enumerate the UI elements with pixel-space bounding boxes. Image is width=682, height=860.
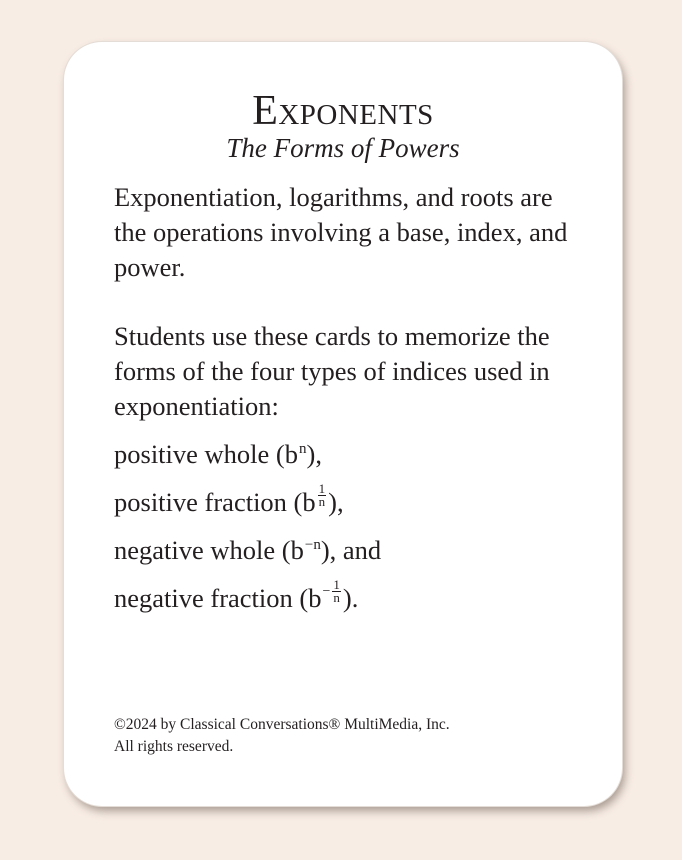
index-suffix: ), — [306, 439, 322, 469]
exponent-superscript: −n — [304, 537, 321, 553]
exponent-superscript: n — [299, 441, 307, 457]
card-title: Exponents — [252, 88, 434, 134]
intro-paragraph: Exponentiation, logarithms, and roots are the operations involving a base, index, and power. — [114, 182, 568, 282]
index-item-positive-fraction — [114, 478, 584, 526]
usage-paragraph: Students use these cards to memorize the forms of the four types of indices used in exponentiation: — [114, 321, 550, 421]
copyright-line: ©2024 by Classical Conversations® MultiMedia, Inc. — [114, 716, 450, 733]
index-prefix: positive whole (b — [114, 439, 298, 469]
index-prefix: negative fraction (b — [114, 583, 322, 613]
index-suffix: ), and — [320, 535, 382, 565]
index-item-positive-whole — [114, 430, 584, 478]
card-body — [114, 180, 584, 622]
title-block — [64, 88, 622, 162]
index-prefix: positive fraction (b — [114, 487, 316, 517]
flash-card — [64, 42, 622, 806]
rights-line: All rights reserved. — [114, 738, 234, 755]
index-suffix: ). — [342, 583, 359, 613]
fraction-numerator: 1 — [333, 577, 340, 593]
index-suffix: ), — [328, 487, 344, 517]
copyright-footer — [114, 714, 584, 758]
fraction-numerator: 1 — [318, 481, 326, 497]
fraction-exponent — [318, 483, 327, 508]
fraction-denominator: n — [318, 494, 326, 510]
index-list — [114, 430, 584, 622]
fraction-denominator: n — [333, 590, 340, 606]
card-subtitle: The Forms of Powers — [226, 133, 460, 163]
negative-sign: − — [322, 583, 331, 599]
index-prefix: negative whole (b — [114, 535, 304, 565]
fraction-exponent — [332, 579, 341, 604]
index-item-negative-fraction — [114, 574, 584, 622]
index-item-negative-whole — [114, 526, 584, 574]
